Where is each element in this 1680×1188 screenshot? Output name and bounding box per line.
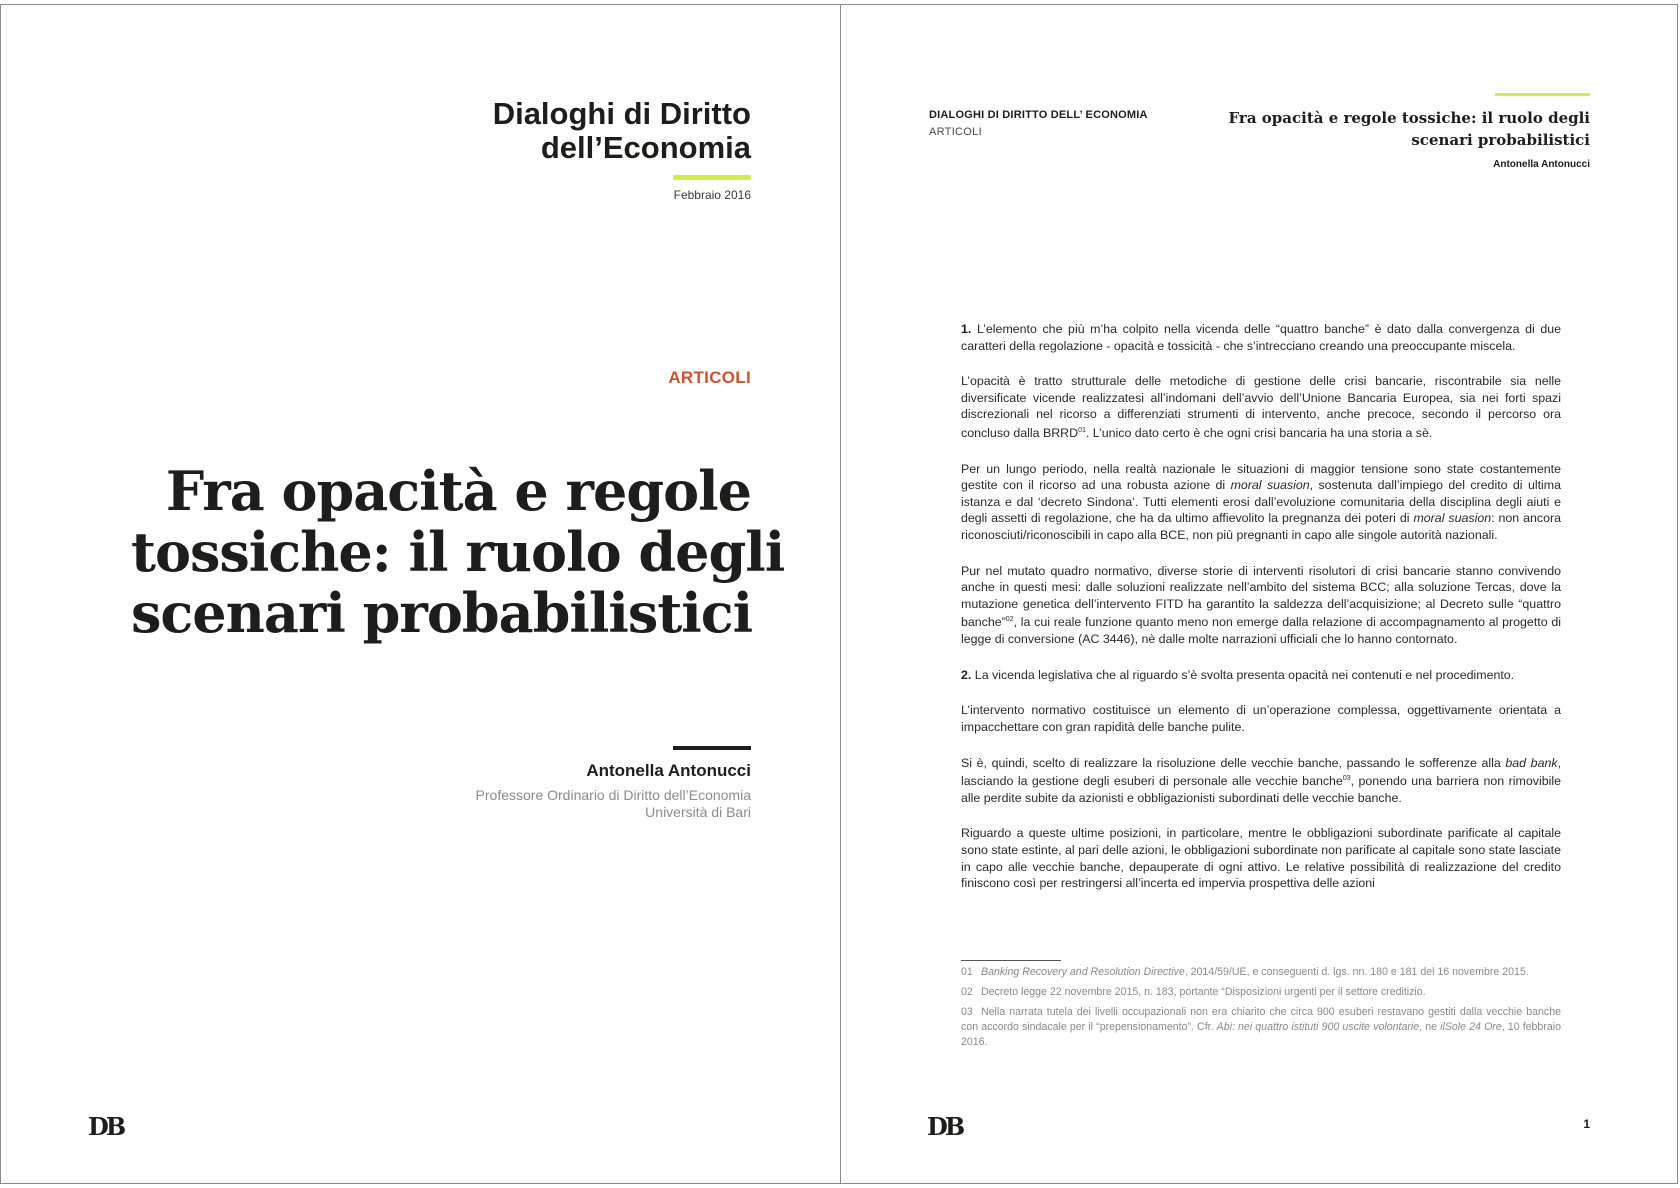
paragraph-text: , lasciando la gestione degli esuberi di personale alle vecchie banche: [961, 755, 1562, 789]
accent-bar: [1495, 93, 1590, 96]
issue-date: Febbraio 2016: [673, 188, 751, 202]
running-author: Antonella Antonucci: [1493, 159, 1590, 170]
section-number: 2.: [961, 667, 972, 682]
paragraph-text: Per un lungo periodo, nella realtà nazionale le situazioni di maggior tensione sono state costantemente gestite con il ricorso ad una robusta azione di: [961, 461, 1561, 493]
cover-page: [1, 5, 841, 1183]
section-number: 1.: [961, 322, 972, 336]
journal-title-line: Dialoghi di Diritto: [492, 96, 751, 131]
paragraph-text: , sostenuta dall’impiego del credito di ultima istanza e dal ‘decreto Sindona’. Tutti elementi erosi dall’evoluzione comunitaria della disciplina degli aiuti e degli assetti di regolazione, che ha da ultimo affievolito la pregnanza dei poteri di: [961, 478, 1561, 526]
accent-bar: [673, 175, 751, 180]
footnote-text: , 10 febbraio 2016.: [961, 1021, 1561, 1048]
footnote: [961, 965, 1561, 980]
footnote-divider: [961, 960, 1061, 961]
paragraph-text: L’intervento normativo costituisce un elemento di un’operazione complessa, oggettivamente orientata a impacchettare con gran rapidità delle banche pulite.: [961, 703, 1561, 734]
running-head-section: ARTICOLI: [929, 126, 982, 138]
paragraph-text: : non ancora riconosciuti/riconoscibili in capo alla BCE, non più pregnanti in capo alle singole autorità nazionali.: [961, 511, 1561, 543]
paragraph: [961, 702, 1561, 735]
emphasis: bad bank: [1505, 755, 1558, 770]
footnote-text: , ne: [1419, 1021, 1441, 1033]
footnote-number: 03: [961, 1006, 973, 1018]
section-label: ARTICOLI: [668, 368, 751, 387]
footnote-ref[interactable]: 01: [1078, 426, 1086, 434]
footnote-ref[interactable]: 02: [1005, 616, 1014, 624]
author-role: Professore Ordinario di Diritto dell’Economia: [475, 787, 751, 803]
footnote-text: Decreto legge 22 novembre 2015, n. 183, portante “Disposizioni urgenti per il settore creditizio.: [981, 986, 1426, 998]
emphasis: moral suasion: [1413, 511, 1492, 526]
article-title-line: tossiche: il ruolo degli: [131, 520, 785, 584]
footnote: [961, 1005, 1561, 1050]
footnote-number: 01: [961, 966, 973, 978]
article-page: [841, 5, 1679, 1183]
footnote-text: Nella narrata tutela dei livelli occupazionali non era chiarito che circa 900 esuberi restavano gestiti dalla vecchie banche con accordo sindacale per il “prepensionamento”. Cfr.: [961, 1006, 1561, 1033]
emphasis: Banking Recovery and Resolution Directive: [981, 966, 1185, 978]
paragraph: [961, 321, 1561, 354]
paragraph: [961, 373, 1561, 442]
paragraph-text: L’opacità è tratto strutturale delle metodiche di gestione delle crisi bancarie, riscontrabile sia nelle diversificate vicende realizzatesi all’indomani dell’avvio dell’Unione Bancaria Europea, sia nei forti spazi discrezionali nel ricorso a differenziati strumenti di intervento, anche precoce, secondo il percorso ora concluso dalla BRRD: [961, 374, 1561, 441]
author-credentials: [351, 787, 751, 821]
author-affiliation: Università di Bari: [645, 804, 751, 820]
article-title: [131, 459, 785, 645]
paragraph: [961, 825, 1561, 891]
paragraph-text: , la cui reale funzione quanto meno non emerge dalla relazione di accompagnamento al progetto di legge di conversione (AC 3446), nè dalle molte narrazioni ufficiali che lo hanno contornato.: [961, 615, 1561, 647]
running-title-line: Fra opacità e regole tossiche: il ruolo degli: [1228, 109, 1590, 127]
db-logo: DB: [88, 1112, 124, 1141]
emphasis: Abi: nei quattro istituti 900 uscite volontarie: [1216, 1021, 1420, 1033]
journal-title: [331, 97, 751, 165]
paragraph-text: Si è, quindi, scelto di realizzare la risoluzione delle vecchie banche, passando le sofferenze alla: [961, 755, 1506, 770]
paragraph: [961, 755, 1561, 807]
paragraph-text: , ponendo una barriera non rimovibile alle perdite subite da azionisti e obbligazionisti subordinati delle vecchie banche.: [961, 774, 1561, 805]
page-number: 1: [1583, 1117, 1590, 1131]
author-divider: [673, 746, 751, 750]
paragraph-text: . L’unico dato certo è che ogni crisi bancaria ha una storia a sè.: [1085, 426, 1433, 441]
paragraph: [961, 667, 1561, 684]
paragraph-text: La vicenda legislativa che al riguardo s’è svolta presenta opacità nei contenuti e nel procedimento.: [974, 667, 1515, 682]
db-logo: DB: [927, 1112, 963, 1141]
article-title-line: scenari probabilistici: [131, 581, 753, 645]
footnote: [961, 985, 1561, 1000]
footnotes: [961, 965, 1561, 1055]
paragraph: [961, 461, 1561, 544]
author-name: Antonella Antonucci: [586, 761, 751, 780]
running-head-journal: DIALOGHI DI DIRITTO DELL’ ECONOMIA: [929, 109, 1148, 121]
emphasis: moral suasion: [1230, 478, 1310, 493]
journal-title-line: dell’Economia: [540, 130, 751, 165]
running-title-line: scenari probabilistici: [1411, 131, 1590, 149]
paragraph-text: Pur nel mutato quadro normativo, diverse storie di interventi risolutori di crisi bancarie stanno convivendo anche in questi mesi: dalle soluzioni realizzate nell’ambito del sistema BCC; alla soluzione Tercas, dove la mutazione genetica dell’intervento FITD ha garantito la saldezza dell’acquisizione; al Decreto sulle “quattro banche”: [961, 563, 1561, 630]
paragraph-text: Riguardo a queste ultime posizioni, in particolare, mentre le obbligazioni subordinate parificate al capitale sono state estinte, al pari delle azioni, le obbligazioni subordinate non parificate al capitale sono state lasciate in capo alle vecchie banche, depauperate di ogni attivo. Le relative possibilità di realizzazione del credito finiscono così per restringersi all’incerta ed impervia prospettiva delle azioni: [961, 826, 1561, 891]
footnote-number: 02: [961, 986, 973, 998]
document-spread: [0, 4, 1678, 1184]
article-body: [961, 321, 1561, 911]
paragraph-text: L’elemento che più m’ha colpito nella vicenda delle “quattro banche” è dato dalla convergenza di due caratteri della regolazione - opacità e tossicità - che s’intrecciano creando una preoccupante miscela.: [961, 322, 1561, 353]
running-title: [1170, 107, 1590, 151]
footnote-text: , 2014/59/UE, e conseguenti d. lgs. nn. 180 e 181 del 16 novembre 2015.: [1184, 966, 1529, 978]
paragraph: [961, 563, 1561, 648]
emphasis: ilSole 24 Ore: [1440, 1021, 1502, 1033]
footnote-ref[interactable]: 03: [1342, 775, 1351, 783]
article-title-line: Fra opacità e regole: [165, 459, 751, 523]
